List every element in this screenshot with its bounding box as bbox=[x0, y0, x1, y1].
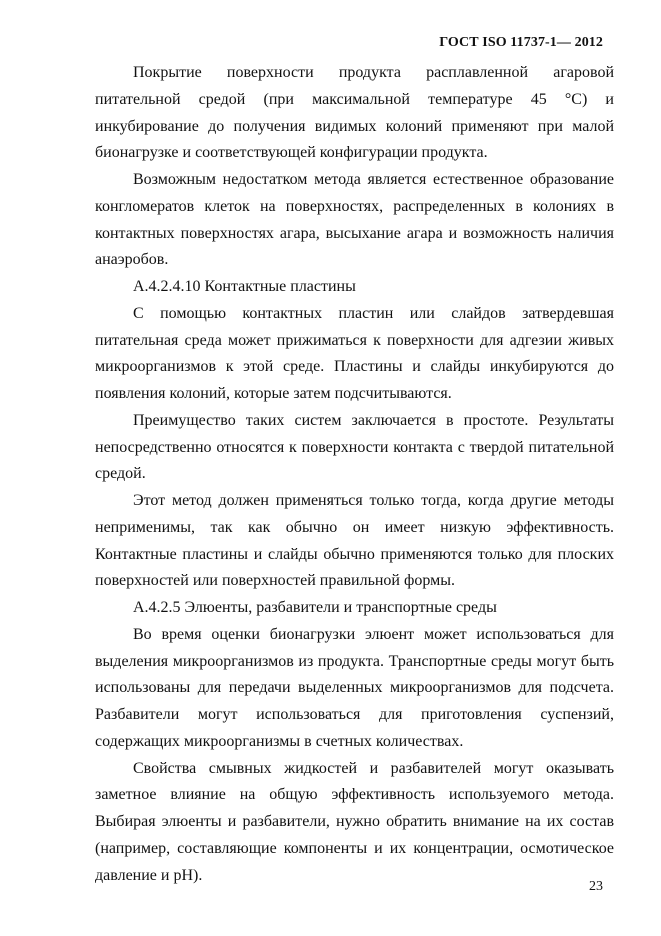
paragraph-agar-overlay: Покрытие поверхности продукта расплавленной агаровой питательной средой (при максимальной температуре 45 °С) и инкубирование до получения видимых колоний применяют при малой бионагрузке и соответствующей конфигурации продукта. bbox=[95, 64, 614, 162]
section-heading-contact-plates: А.4.2.4.10 Контактные пластины bbox=[133, 278, 356, 295]
paragraph-eluents-properties: Свойства смывных жидкостей и разбавителей могут оказывать заметное влияние на общую эффективность используемого метода. Выбирая элюенты и разбавители, нужно обратить внимание на их состав (например, составляющие компоненты и их концентрации, осмотическое давление и pH). bbox=[95, 759, 614, 884]
paragraph-method-drawback: Возможным недостатком метода является естественное образование конгломератов клеток на поверхностях, распределенных в колониях в контактных поверхностях агара, высыхание агара и возможность наличия анаэробов. bbox=[95, 171, 614, 269]
paragraph-advantage: Преимущество таких систем заключается в простоте. Результаты непосредственно относятся к поверхности контакта с твердой питательной средой. bbox=[95, 411, 614, 483]
paragraph-eluents-usage: Во время оценки бионагрузки элюент может использоваться для выделения микроорганизмов из продукта. Транспортные среды могут быть использованы для передачи выделенных микроорганизмов для подсчета. Разбавители могут использоваться для приготовления суспензий, содержащих микроорганизмы в счетных количествах. bbox=[95, 625, 614, 750]
paragraph-contact-plates: С помощью контактных пластин или слайдов затвердевшая питательная среда может прижиматься к поверхности для адгезии живых микроорганизмов к этой среде. Пластины и слайды инкубируются до появления колоний, которые затем подсчитываются. bbox=[95, 304, 614, 402]
paragraph-applicability: Этот метод должен применяться только тогда, когда другие методы неприменимы, так как обычно он имеет низкую эффективность. Контактные пластины и слайды обычно применяются только для плоских поверхностей или поверхностей правильной формы. bbox=[95, 492, 614, 590]
document-body bbox=[95, 60, 614, 889]
page-number: 23 bbox=[589, 879, 603, 894]
standard-header: ГОСТ ISO 11737-1— 2012 bbox=[439, 35, 603, 50]
section-heading-eluents: А.4.2.5 Элюенты, разбавители и транспортные среды bbox=[133, 599, 497, 616]
